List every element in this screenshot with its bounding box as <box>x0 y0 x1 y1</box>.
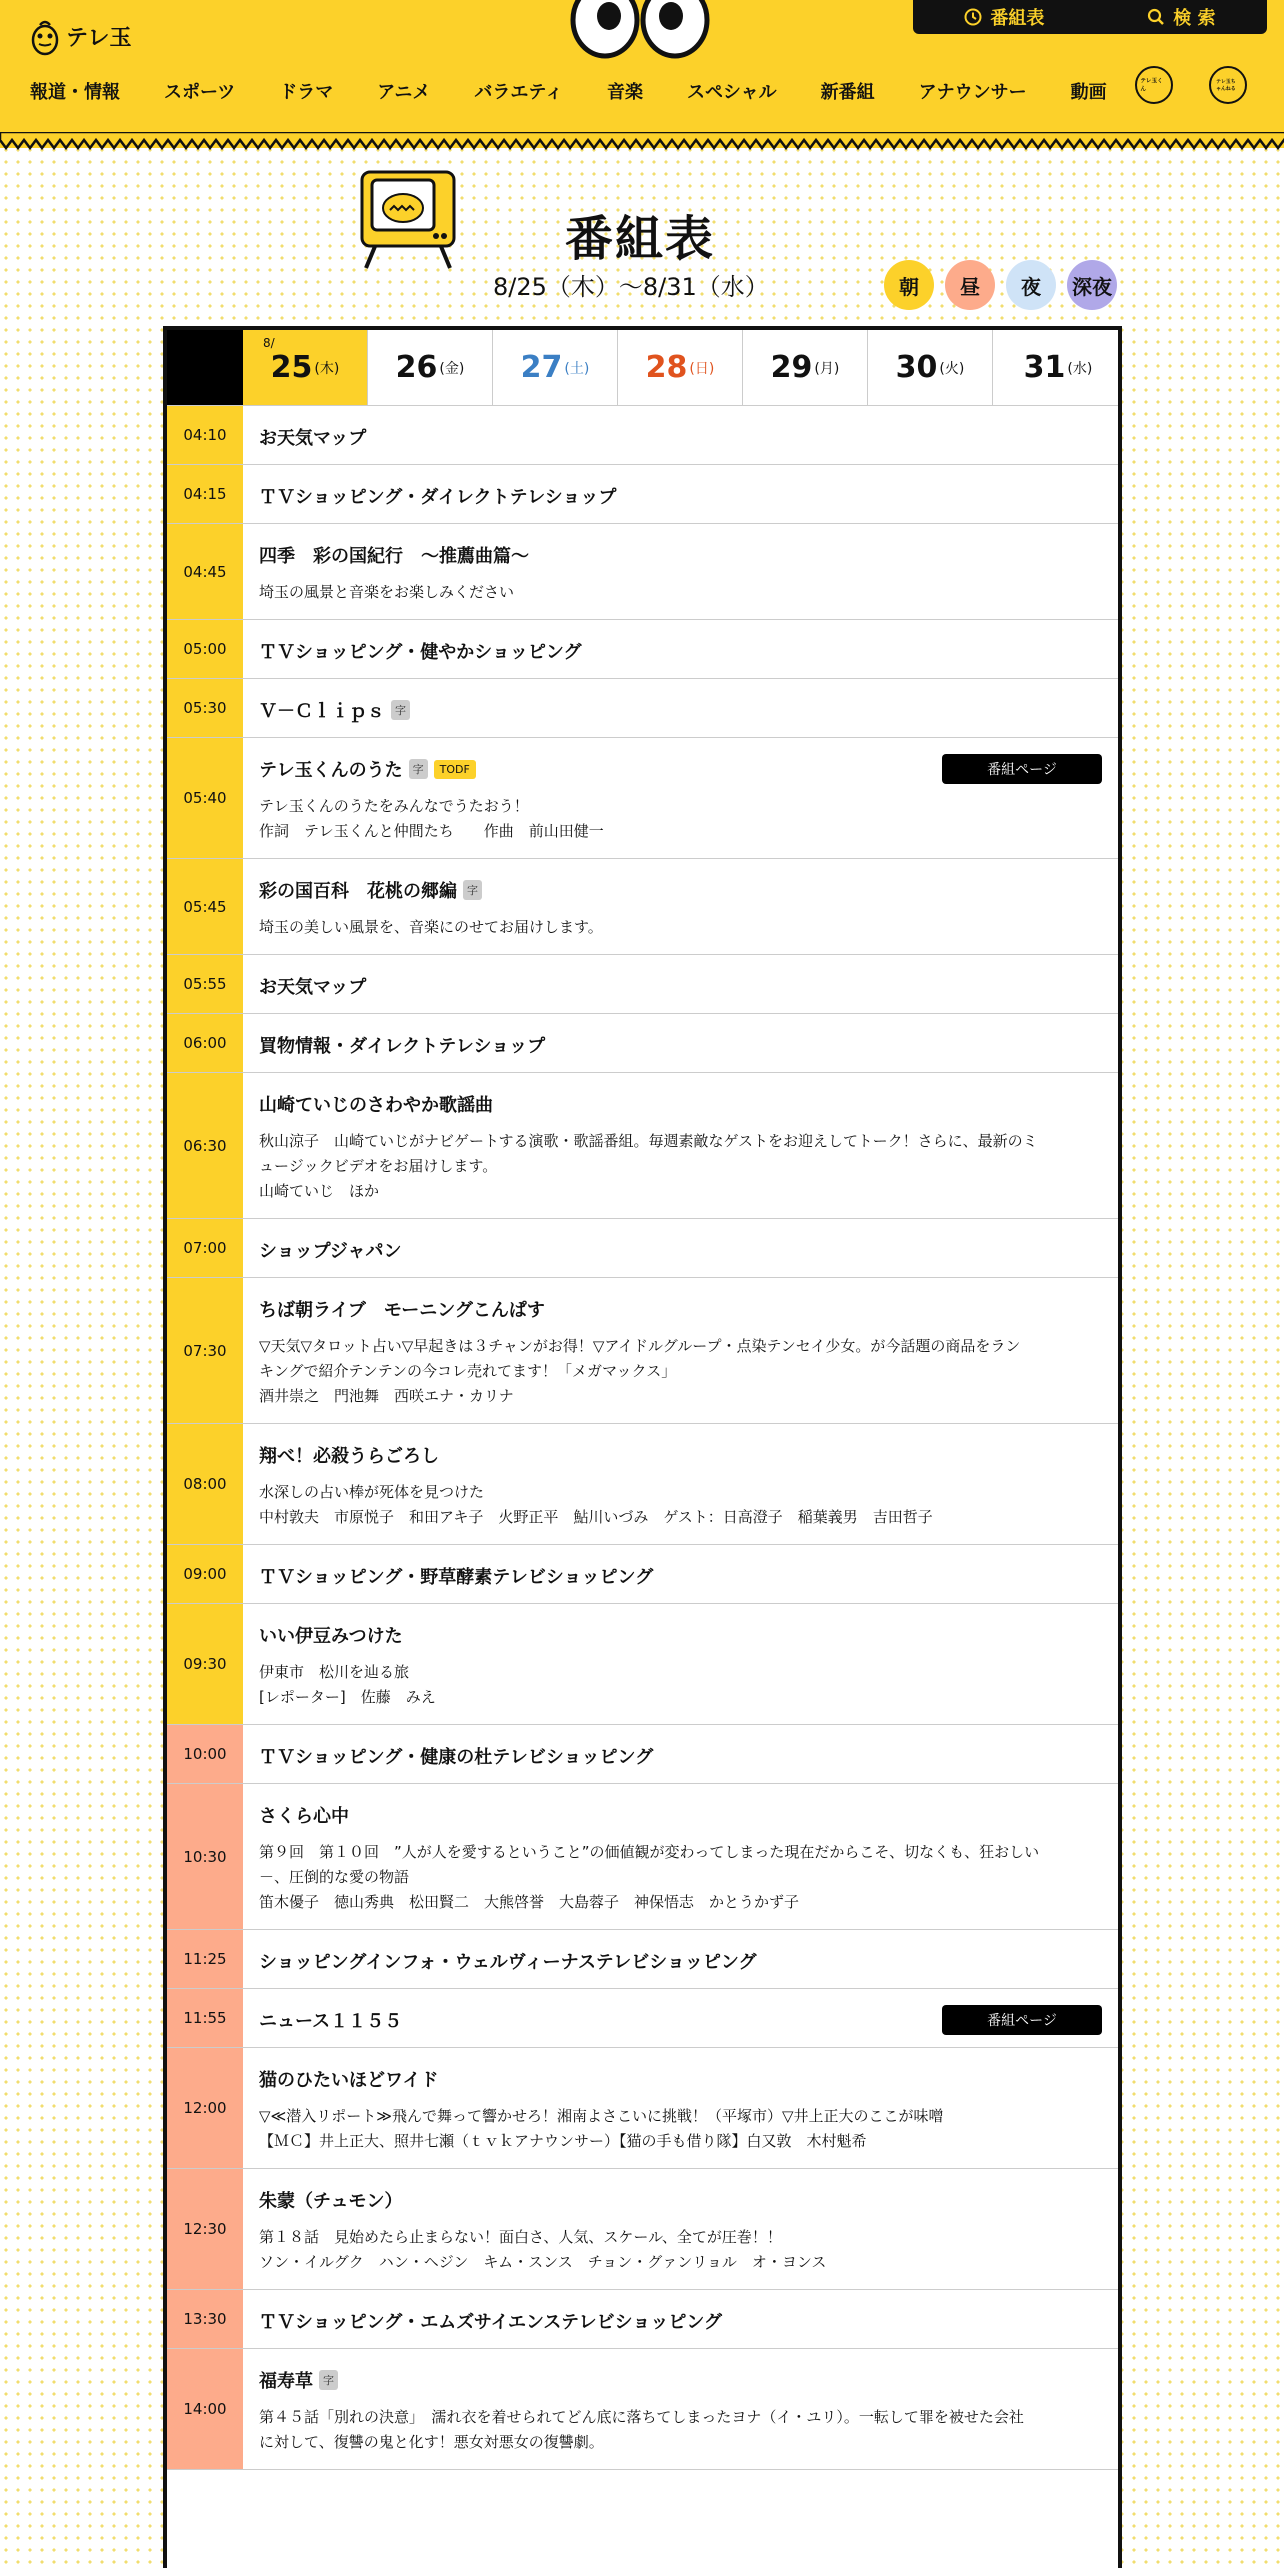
program-title: Ｖ－Ｃｌｉｐｓ <box>259 701 385 722</box>
program-cell[interactable] <box>243 406 1118 464</box>
program-cell[interactable] <box>243 1604 1118 1724</box>
subtitle-badge: 字 <box>409 759 428 779</box>
program-description-line: 埼玉の美しい風景を、音楽にのせてお届けします。 <box>259 918 603 936</box>
program-description <box>259 2225 1102 2275</box>
program-time: 14:00 <box>167 2349 243 2469</box>
tod-night-button[interactable]: 夜 <box>1006 260 1056 310</box>
program-time: 07:00 <box>167 1219 243 1277</box>
program-time: 10:30 <box>167 1784 243 1929</box>
program-title: 福寿草 <box>259 2371 313 2392</box>
program-cell[interactable] <box>243 679 1118 737</box>
program-description-line: 第１８話 見始めたら止まらない！面白さ、人気、スケール、全てが圧巻！！ <box>259 2228 782 2246</box>
program-page-button[interactable]: 番組ページ <box>942 754 1102 784</box>
program-description-line: ▽≪潜入リポート≫飛んで舞って響かせろ！湘南よさこいに挑戦！（平塚市）▽井上正大のここが味噌 <box>259 2107 944 2125</box>
nav-announcers[interactable]: アナウンサー <box>918 82 1027 103</box>
program-title-line <box>259 2066 1102 2092</box>
program-row <box>167 465 1118 524</box>
nav-anime[interactable]: アニメ <box>377 82 431 103</box>
program-time: 13:30 <box>167 2290 243 2348</box>
program-row <box>167 1278 1118 1424</box>
program-description <box>259 580 1102 605</box>
program-title-line <box>259 877 1102 903</box>
nav-sports[interactable]: スポーツ <box>164 82 236 103</box>
program-cell[interactable] <box>243 1424 1118 1544</box>
day-tab-number: 25 <box>270 350 313 385</box>
program-time: 04:45 <box>167 524 243 619</box>
program-title-line <box>259 1091 1102 1117</box>
program-title-line <box>259 1622 1102 1648</box>
program-row <box>167 406 1118 465</box>
day-tab-number: 29 <box>770 350 813 385</box>
day-tab-27[interactable] <box>493 330 618 405</box>
program-description <box>259 2405 1102 2455</box>
program-cell[interactable] <box>243 859 1118 954</box>
program-description-line: ュージックビデオをお届けします。 <box>259 1157 498 1175</box>
day-tab-31[interactable] <box>993 330 1122 405</box>
program-title: ＴＶショッピング・エムズサイエンステレビショッピング <box>259 2312 722 2333</box>
program-time: 04:15 <box>167 465 243 523</box>
program-row <box>167 1545 1118 1604</box>
program-row <box>167 1219 1118 1278</box>
nav-new-programs[interactable]: 新番組 <box>820 82 875 103</box>
program-time: 09:00 <box>167 1545 243 1603</box>
day-tab-number: 26 <box>395 350 438 385</box>
program-cell[interactable] <box>243 1073 1118 1218</box>
program-title: 猫のひたいほどワイド <box>259 2070 439 2091</box>
program-title: 山崎ていじのさわやか歌謡曲 <box>259 1095 493 1116</box>
program-cell[interactable] <box>243 955 1118 1013</box>
grid-corner <box>167 330 243 405</box>
program-description-line: [レポーター] 佐藤 みえ <box>259 1688 436 1706</box>
program-title: ショップジャパン <box>259 1241 402 1262</box>
program-description-line: ▽天気▽タロット占い▽早起きは３チャンがお得！▽アイドルグループ・点染テンセイ少女。が今話題の商品をラン <box>259 1337 1021 1355</box>
program-cell[interactable] <box>243 620 1118 678</box>
day-tab-30[interactable] <box>868 330 993 405</box>
program-description-line: 第９回 第１０回 ”人が人を愛するということ”の価値観が変わってしまった現在だからこそ、切なくも、狂おしい <box>259 1843 1040 1861</box>
program-row <box>167 1930 1118 1989</box>
day-tab-weekday: (土) <box>564 360 590 377</box>
program-title: ＴＶショッピング・野草酵素テレビショッピング <box>259 1567 654 1588</box>
program-description-line: －、圧倒的な愛の物語 <box>259 1868 410 1886</box>
program-title: お天気マップ <box>259 428 367 449</box>
program-title: お天気マップ <box>259 977 367 998</box>
program-time: 08:00 <box>167 1424 243 1544</box>
program-description <box>259 1480 1102 1530</box>
program-time: 12:30 <box>167 2169 243 2289</box>
site-logo[interactable] <box>30 14 132 58</box>
schedule-link-label: 番組表 <box>990 8 1045 29</box>
program-description <box>259 1840 1102 1915</box>
program-row <box>167 1014 1118 1073</box>
program-row <box>167 2290 1118 2349</box>
program-cell[interactable] <box>243 2048 1118 2168</box>
program-time: 05:45 <box>167 859 243 954</box>
program-description-line: 笛木優子 徳山秀典 松田賢二 大熊啓誉 大島蓉子 神保悟志 かとうかず子 <box>259 1893 800 1911</box>
program-title-line <box>259 1442 1102 1468</box>
program-cell[interactable] <box>243 1278 1118 1423</box>
site-header <box>0 0 1284 148</box>
search-link-label: 検 索 <box>1173 8 1216 29</box>
program-description-line: 水深しの占い棒が死体を見つけた <box>259 1483 485 1501</box>
program-title-line <box>259 1296 1102 1322</box>
program-time: 05:00 <box>167 620 243 678</box>
program-description-line: 第４５話「別れの決意」 濡れ衣を着せられてどん底に落ちてしまったヨナ（イ・ユリ）。一転して罪を被せた会社 <box>259 2408 1024 2426</box>
subtitle-badge: 字 <box>391 700 410 720</box>
subtitle-badge: 字 <box>463 880 482 900</box>
nav-variety[interactable]: バラエティ <box>474 82 563 103</box>
day-tab-26[interactable] <box>368 330 493 405</box>
program-row <box>167 1424 1118 1545</box>
program-time: 11:55 <box>167 1989 243 2047</box>
program-row <box>167 1073 1118 1219</box>
program-time: 12:00 <box>167 2048 243 2168</box>
program-cell[interactable] <box>243 1784 1118 1929</box>
program-row <box>167 620 1118 679</box>
program-page-button[interactable]: 番組ページ <box>942 2005 1102 2035</box>
nav-music[interactable]: 音楽 <box>606 82 643 103</box>
program-cell[interactable] <box>243 738 1118 858</box>
program-cell[interactable] <box>243 2290 1118 2348</box>
program-title-line <box>259 973 1102 999</box>
program-title: ＴＶショッピング・ダイレクトテレショップ <box>259 487 617 508</box>
day-tab-number: 31 <box>1023 350 1066 385</box>
program-row <box>167 1604 1118 1725</box>
header-zigzag-edge <box>0 132 1284 150</box>
program-row <box>167 955 1118 1014</box>
search-link[interactable] <box>1147 4 1215 30</box>
nav-special[interactable]: スペシャル <box>686 82 777 103</box>
program-title-line <box>259 1802 1102 1828</box>
program-title: 四季 彩の国紀行 ～推薦曲篇～ <box>259 546 529 567</box>
program-title-line <box>259 2367 1102 2393</box>
program-description-line: ソン・イルグク ハン・ヘジン キム・スンス チョン・グァンリョル オ・ヨンス <box>259 2253 827 2271</box>
program-title-line <box>259 1948 1102 1974</box>
program-row <box>167 1725 1118 1784</box>
day-tab-25[interactable] <box>243 330 368 405</box>
program-cell[interactable] <box>243 1930 1118 1988</box>
program-schedule-grid <box>163 326 1122 2568</box>
program-description <box>259 915 1102 940</box>
program-cell[interactable] <box>243 2349 1118 2469</box>
program-row <box>167 2169 1118 2290</box>
day-tab-weekday: (金) <box>439 360 465 377</box>
day-tab-number: 30 <box>895 350 938 385</box>
program-title: ちば朝ライブ モーニングこんぱす <box>259 1300 545 1321</box>
day-tabs <box>167 330 1118 406</box>
program-cell[interactable] <box>243 1219 1118 1277</box>
day-tab-weekday: (日) <box>689 360 715 377</box>
program-title: ＴＶショッピング・健やかショッピング <box>259 642 582 663</box>
program-row <box>167 1784 1118 1930</box>
nav-videos[interactable]: 動画 <box>1070 82 1107 103</box>
program-title: ショッピングインフォ・ウェルヴィーナステレビショッピング <box>259 1952 757 1973</box>
search-icon <box>1147 8 1165 26</box>
program-time: 06:00 <box>167 1014 243 1072</box>
nav-news[interactable]: 報道・情報 <box>30 82 120 103</box>
program-title-line <box>259 1237 1102 1263</box>
program-cell[interactable] <box>243 524 1118 619</box>
program-description <box>259 1129 1102 1204</box>
clock-icon <box>964 8 982 26</box>
program-time: 10:00 <box>167 1725 243 1783</box>
teletama-kun-icon[interactable]: テレ玉くん <box>1135 66 1173 104</box>
program-title-line <box>259 1032 1102 1058</box>
teletama-channel-icon[interactable]: テレ玉ちゃんねる <box>1209 66 1247 104</box>
program-row <box>167 1989 1118 2048</box>
teletama-mascot-icon <box>30 16 60 56</box>
program-cell[interactable] <box>243 1545 1118 1603</box>
program-description-line: 秋山涼子 山崎ていじがナビゲートする演歌・歌謡番組。毎週素敵なゲストをお迎えしてトーク！さらに、最新のミ <box>259 1132 1038 1150</box>
program-time: 06:30 <box>167 1073 243 1218</box>
program-title: 買物情報・ダイレクトテレショップ <box>259 1036 546 1057</box>
program-title-line <box>259 2308 1102 2334</box>
program-title-line <box>259 424 1102 450</box>
program-row <box>167 2349 1118 2470</box>
top-utility-bar <box>913 0 1267 34</box>
day-tab-weekday: (月) <box>814 360 840 377</box>
page-title: 番組表 <box>565 211 716 267</box>
tod-daytime-button[interactable]: 昼 <box>945 260 995 310</box>
program-cell[interactable] <box>243 465 1118 523</box>
program-description-line: 埼玉の風景と音楽をお楽しみください <box>259 583 515 601</box>
day-tab-28[interactable] <box>618 330 743 405</box>
program-time: 11:25 <box>167 1930 243 1988</box>
program-time: 05:40 <box>167 738 243 858</box>
program-description-line: 山崎ていじ ほか <box>259 1182 380 1200</box>
schedule-link[interactable] <box>964 4 1044 30</box>
program-title-line <box>259 638 1102 664</box>
program-time: 05:30 <box>167 679 243 737</box>
program-title: 翔べ！必殺うらごろし <box>259 1446 439 1467</box>
program-time: 09:30 <box>167 1604 243 1724</box>
tod-morning-button[interactable]: 朝 <box>884 260 934 310</box>
program-row <box>167 2048 1118 2169</box>
subtitle-badge: 字 <box>319 2370 338 2390</box>
main-nav <box>30 78 1151 104</box>
program-description-line: 酒井崇之 門池舞 西咲エナ・カリナ <box>259 1387 514 1405</box>
program-title-line <box>259 697 1102 723</box>
program-cell[interactable] <box>243 1989 1118 2047</box>
program-row <box>167 524 1118 620</box>
program-title-line <box>259 1743 1102 1769</box>
program-time: 05:55 <box>167 955 243 1013</box>
program-title-line <box>259 2187 1102 2213</box>
program-cell[interactable] <box>243 1014 1118 1072</box>
program-title: いい伊豆みつけた <box>259 1626 403 1647</box>
program-time: 04:10 <box>167 406 243 464</box>
program-title-line <box>259 1563 1102 1589</box>
program-description-line: に対して、復讐の鬼と化す！悪女対悪女の復讐劇。 <box>259 2433 604 2451</box>
program-cell[interactable] <box>243 1725 1118 1783</box>
program-row <box>167 859 1118 955</box>
program-description <box>259 2104 1102 2154</box>
program-time: 07:30 <box>167 1278 243 1423</box>
program-description-line: 作詞 テレ玉くんと仲間たち 作曲 前山田健一 <box>259 822 604 840</box>
program-row <box>167 679 1118 738</box>
program-title: ＴＶショッピング・健康の杜テレビショッピング <box>259 1747 654 1768</box>
program-description <box>259 1660 1102 1710</box>
day-tab-29[interactable] <box>743 330 868 405</box>
logo-text: テレ玉 <box>66 25 132 51</box>
program-title-line <box>259 483 1102 509</box>
program-title-line <box>259 542 1102 568</box>
program-title: さくら心中 <box>259 1806 349 1827</box>
program-description-line: キングで紹介テンテンの今コレ売れてます！「メガマックス」 <box>259 1362 677 1380</box>
day-tab-weekday: (火) <box>939 360 965 377</box>
program-title: 朱蒙（チュモン） <box>259 2191 403 2212</box>
day-tab-number: 27 <box>520 350 563 385</box>
program-description-line: 伊東市 松川を辿る旅 <box>259 1663 410 1681</box>
program-cell[interactable] <box>243 2169 1118 2289</box>
program-description-line: 中村敦夫 市原悦子 和田アキ子 火野正平 鮎川いづみ ゲスト：日高澄子 稲葉義男 吉田哲子 <box>259 1508 933 1526</box>
program-title: 彩の国百科 花桃の郷編 <box>259 881 457 902</box>
tod-late-night-button[interactable]: 深夜 <box>1067 260 1117 310</box>
day-tab-month: 8/ <box>263 336 275 350</box>
program-description-line: テレ玉くんのうたをみんなでうたおう！ <box>259 797 529 815</box>
program-description <box>259 794 1102 844</box>
mascot-eyes-icon <box>565 0 715 60</box>
program-title: ニュース１１５５ <box>259 2011 403 2032</box>
date-range: 8/25（木）〜8/31（水） <box>493 273 769 301</box>
program-description-line: 【ＭＣ】井上正大、照井七瀬（ｔｖｋアナウンサー）【猫の手も借り隊】白又敦 木村魁希 <box>259 2132 867 2150</box>
program-description <box>259 1334 1102 1409</box>
todf-badge: TODF <box>434 760 476 779</box>
program-list <box>167 406 1118 2470</box>
day-tab-weekday: (木) <box>314 360 340 377</box>
program-row <box>167 738 1118 859</box>
nav-drama[interactable]: ドラマ <box>279 82 334 103</box>
day-tab-weekday: (水) <box>1067 360 1093 377</box>
day-tab-number: 28 <box>645 350 688 385</box>
program-title: テレ玉くんのうた <box>259 760 403 781</box>
tv-mascot-illustration <box>356 168 460 270</box>
